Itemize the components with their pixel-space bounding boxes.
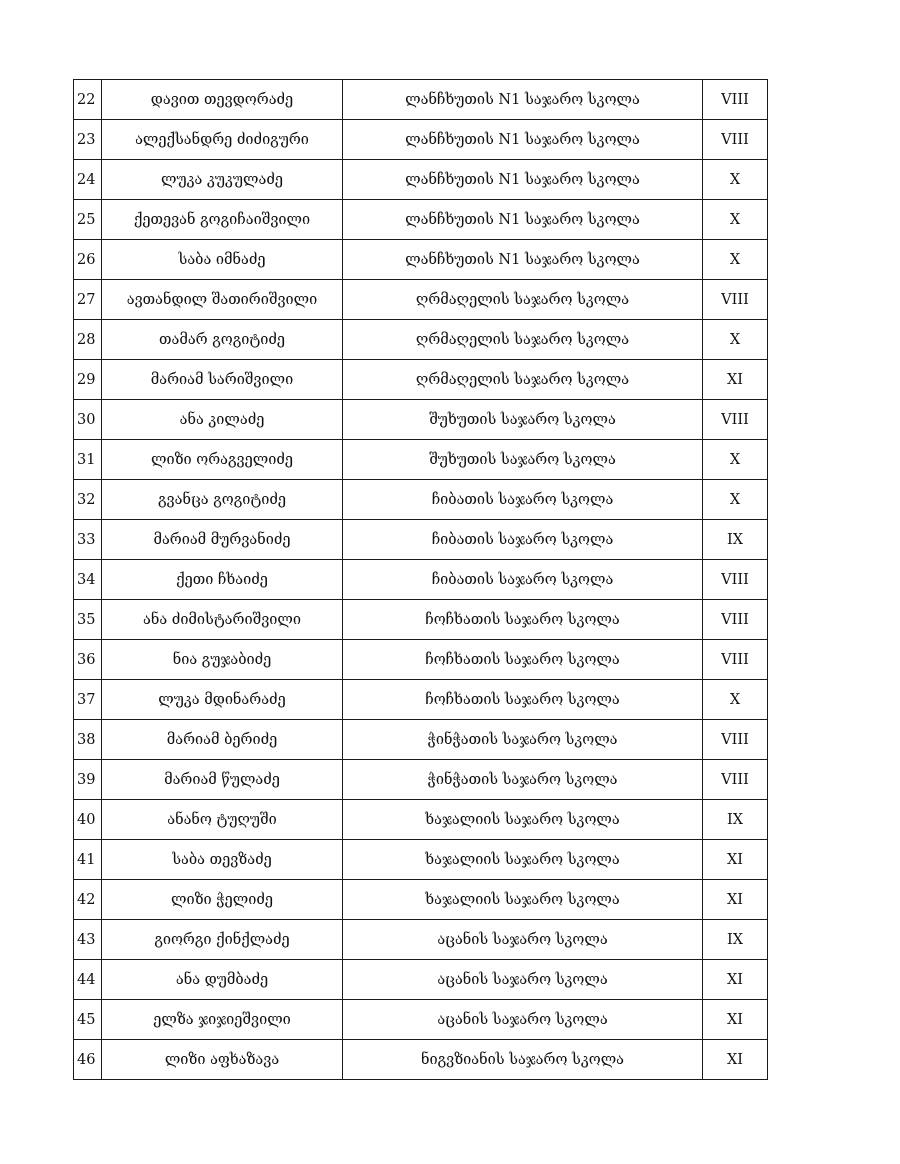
student-name-cell: ანა კილაძე xyxy=(102,400,343,440)
student-name-cell: ლუკა მდინარაძე xyxy=(102,680,343,720)
grade-cell: IX xyxy=(703,800,768,840)
row-number-cell: 37 xyxy=(74,680,102,720)
grade-cell: VIII xyxy=(703,400,768,440)
table-row xyxy=(74,840,768,880)
table-row xyxy=(74,800,768,840)
table-row xyxy=(74,1000,768,1040)
grade-cell: IX xyxy=(703,520,768,560)
student-name-cell: მარიამ სარიშვილი xyxy=(102,360,343,400)
student-name-cell: ელზა ჯიჯიეშვილი xyxy=(102,1000,343,1040)
student-name-cell: ლიზი აფხაზავა xyxy=(102,1040,343,1080)
table-row xyxy=(74,280,768,320)
school-name-cell: ხაჯალიის საჯარო სკოლა xyxy=(343,840,703,880)
grade-cell: X xyxy=(703,440,768,480)
school-name-cell: შუხუთის საჯარო სკოლა xyxy=(343,440,703,480)
school-name-cell: ჩოჩხათის საჯარო სკოლა xyxy=(343,680,703,720)
student-name-cell: დავით თევდორაძე xyxy=(102,80,343,120)
school-name-cell: აცანის საჯარო სკოლა xyxy=(343,920,703,960)
table-row xyxy=(74,880,768,920)
student-name-cell: მარიამ ბერიძე xyxy=(102,720,343,760)
school-name-cell: ჭინჭათის საჯარო სკოლა xyxy=(343,760,703,800)
student-name-cell: ანა დუმბაძე xyxy=(102,960,343,1000)
grade-cell: XI xyxy=(703,360,768,400)
grade-cell: X xyxy=(703,680,768,720)
row-number-cell: 41 xyxy=(74,840,102,880)
student-name-cell: ავთანდილ შათირიშვილი xyxy=(102,280,343,320)
row-number-cell: 36 xyxy=(74,640,102,680)
participants-table xyxy=(73,79,768,1080)
grade-cell: X xyxy=(703,480,768,520)
student-name-cell: გვანცა გოგიტიძე xyxy=(102,480,343,520)
student-name-cell: ქეთევან გოგიჩაიშვილი xyxy=(102,200,343,240)
table-row xyxy=(74,920,768,960)
table-row xyxy=(74,240,768,280)
school-name-cell: აცანის საჯარო სკოლა xyxy=(343,1000,703,1040)
table-row xyxy=(74,400,768,440)
row-number-cell: 28 xyxy=(74,320,102,360)
row-number-cell: 38 xyxy=(74,720,102,760)
grade-cell: VIII xyxy=(703,120,768,160)
table-row xyxy=(74,360,768,400)
school-name-cell: ლანჩხუთის N1 საჯარო სკოლა xyxy=(343,80,703,120)
school-name-cell: ჩიბათის საჯარო სკოლა xyxy=(343,560,703,600)
school-name-cell: ჩოჩხათის საჯარო სკოლა xyxy=(343,640,703,680)
grade-cell: VIII xyxy=(703,640,768,680)
row-number-cell: 31 xyxy=(74,440,102,480)
grade-cell: XI xyxy=(703,880,768,920)
table-row xyxy=(74,680,768,720)
student-name-cell: ლუკა კუკულაძე xyxy=(102,160,343,200)
table-row xyxy=(74,80,768,120)
row-number-cell: 35 xyxy=(74,600,102,640)
grade-cell: VIII xyxy=(703,600,768,640)
school-name-cell: ლანჩხუთის N1 საჯარო სკოლა xyxy=(343,120,703,160)
school-name-cell: ხაჯალიის საჯარო სკოლა xyxy=(343,880,703,920)
row-number-cell: 26 xyxy=(74,240,102,280)
student-name-cell: ლიზი ორაგველიძე xyxy=(102,440,343,480)
student-name-cell: ალექსანდრე ძიძიგური xyxy=(102,120,343,160)
table-row xyxy=(74,560,768,600)
student-name-cell: ნია გუჯაბიძე xyxy=(102,640,343,680)
school-name-cell: ლანჩხუთის N1 საჯარო სკოლა xyxy=(343,160,703,200)
row-number-cell: 32 xyxy=(74,480,102,520)
student-name-cell: საბა თევზაძე xyxy=(102,840,343,880)
school-name-cell: ღრმაღელის საჯარო სკოლა xyxy=(343,280,703,320)
table-row xyxy=(74,480,768,520)
table-row xyxy=(74,440,768,480)
row-number-cell: 24 xyxy=(74,160,102,200)
school-name-cell: ჩიბათის საჯარო სკოლა xyxy=(343,480,703,520)
table-row xyxy=(74,200,768,240)
table-row xyxy=(74,520,768,560)
grade-cell: VIII xyxy=(703,280,768,320)
row-number-cell: 39 xyxy=(74,760,102,800)
table-row xyxy=(74,1040,768,1080)
row-number-cell: 40 xyxy=(74,800,102,840)
row-number-cell: 27 xyxy=(74,280,102,320)
school-name-cell: ღრმაღელის საჯარო სკოლა xyxy=(343,360,703,400)
table-row xyxy=(74,960,768,1000)
row-number-cell: 30 xyxy=(74,400,102,440)
row-number-cell: 45 xyxy=(74,1000,102,1040)
grade-cell: X xyxy=(703,160,768,200)
school-name-cell: აცანის საჯარო სკოლა xyxy=(343,960,703,1000)
grade-cell: XI xyxy=(703,960,768,1000)
row-number-cell: 29 xyxy=(74,360,102,400)
student-name-cell: საბა იმნაძე xyxy=(102,240,343,280)
grade-cell: X xyxy=(703,200,768,240)
row-number-cell: 22 xyxy=(74,80,102,120)
student-name-cell: მარიამ მურვანიძე xyxy=(102,520,343,560)
school-name-cell: ჩიბათის საჯარო სკოლა xyxy=(343,520,703,560)
table-row xyxy=(74,600,768,640)
grade-cell: X xyxy=(703,320,768,360)
school-name-cell: ხაჯალიის საჯარო სკოლა xyxy=(343,800,703,840)
school-name-cell: ჭინჭათის საჯარო სკოლა xyxy=(343,720,703,760)
student-name-cell: ქეთი ჩხაიძე xyxy=(102,560,343,600)
row-number-cell: 46 xyxy=(74,1040,102,1080)
school-name-cell: ღრმაღელის საჯარო სკოლა xyxy=(343,320,703,360)
row-number-cell: 42 xyxy=(74,880,102,920)
student-name-cell: გიორგი ქინქლაძე xyxy=(102,920,343,960)
school-name-cell: ლანჩხუთის N1 საჯარო სკოლა xyxy=(343,200,703,240)
student-name-cell: ლიზი ჭელიძე xyxy=(102,880,343,920)
row-number-cell: 25 xyxy=(74,200,102,240)
grade-cell: XI xyxy=(703,840,768,880)
table-row xyxy=(74,640,768,680)
table-row xyxy=(74,120,768,160)
table-row xyxy=(74,160,768,200)
student-name-cell: ანა ძიმისტარიშვილი xyxy=(102,600,343,640)
school-name-cell: ჩოჩხათის საჯარო სკოლა xyxy=(343,600,703,640)
grade-cell: VIII xyxy=(703,560,768,600)
school-name-cell: ნიგვზიანის საჯარო სკოლა xyxy=(343,1040,703,1080)
student-name-cell: ანანო ტუღუში xyxy=(102,800,343,840)
grade-cell: IX xyxy=(703,920,768,960)
student-name-cell: თამარ გოგიტიძე xyxy=(102,320,343,360)
table-row xyxy=(74,320,768,360)
grade-cell: XI xyxy=(703,1000,768,1040)
school-name-cell: ლანჩხუთის N1 საჯარო სკოლა xyxy=(343,240,703,280)
student-name-cell: მარიამ წულაძე xyxy=(102,760,343,800)
table-row xyxy=(74,760,768,800)
grade-cell: X xyxy=(703,240,768,280)
row-number-cell: 33 xyxy=(74,520,102,560)
row-number-cell: 34 xyxy=(74,560,102,600)
grade-cell: VIII xyxy=(703,720,768,760)
row-number-cell: 44 xyxy=(74,960,102,1000)
school-name-cell: შუხუთის საჯარო სკოლა xyxy=(343,400,703,440)
grade-cell: VIII xyxy=(703,760,768,800)
row-number-cell: 43 xyxy=(74,920,102,960)
table-row xyxy=(74,720,768,760)
participants-table-body xyxy=(74,80,768,1080)
grade-cell: VIII xyxy=(703,80,768,120)
grade-cell: XI xyxy=(703,1040,768,1080)
row-number-cell: 23 xyxy=(74,120,102,160)
